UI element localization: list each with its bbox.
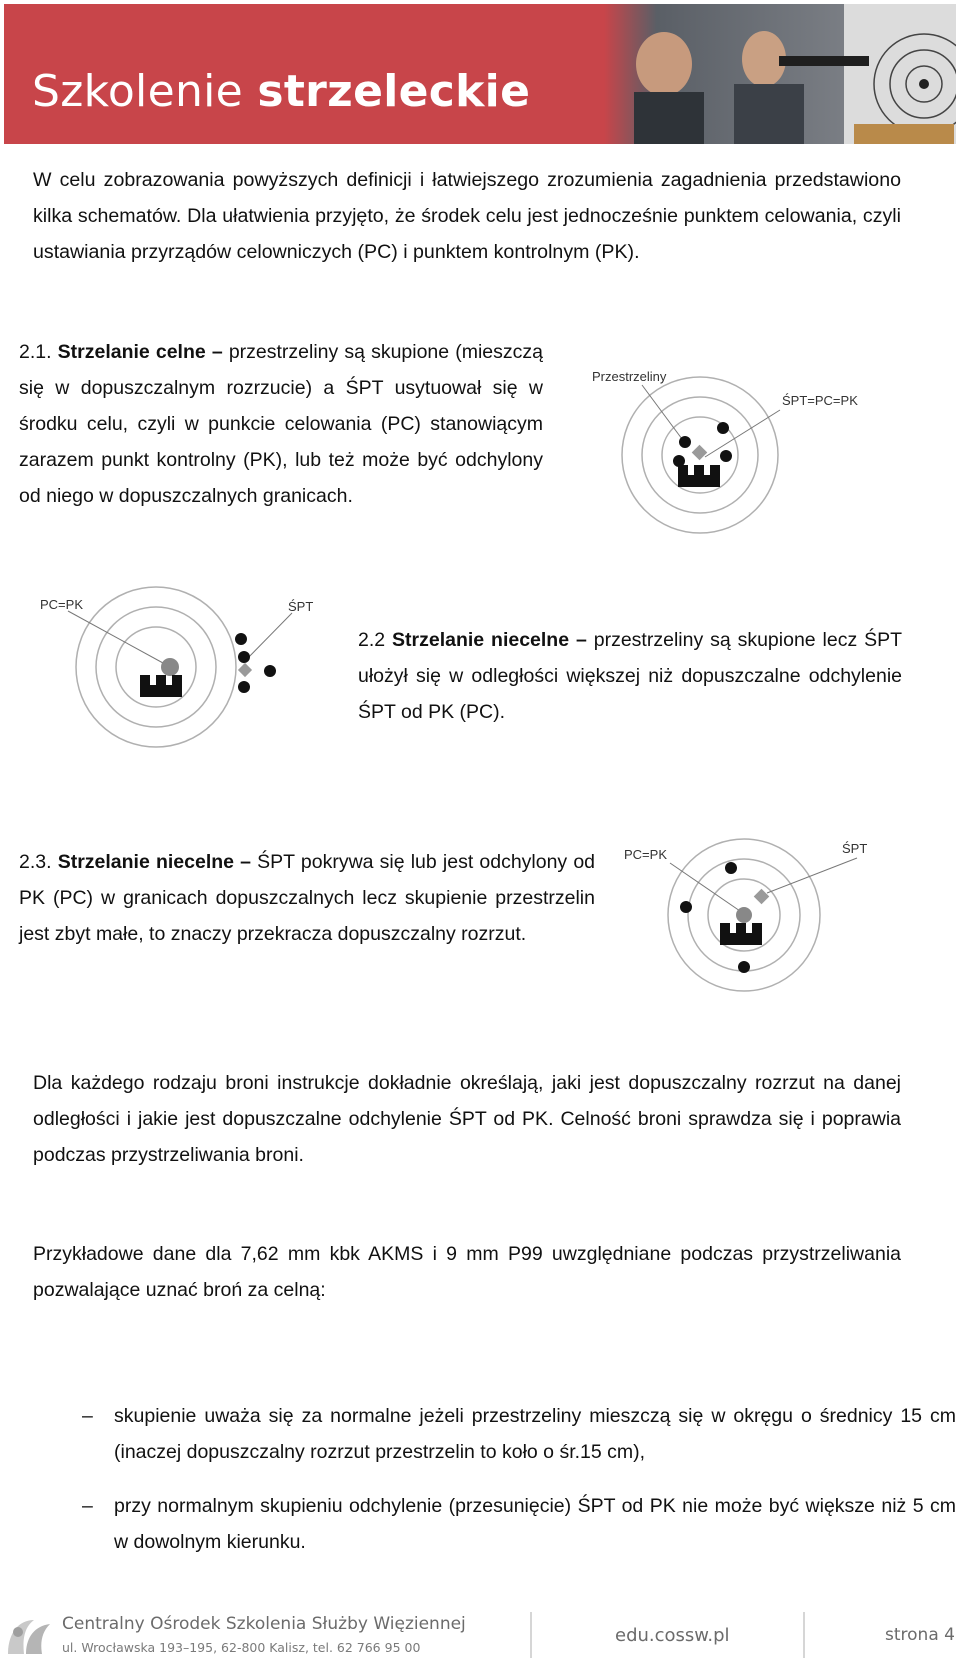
target-diagram-accurate (590, 365, 880, 540)
intro-paragraph: W celu zobrazowania powyższych definicji i łatwiejszego zrozumienia zagadnienia przedstawiono kilka schematów. Dla ułatwienia przyjęto, że środek celu jest jednocześnie punktem celowania, czyli ustawiania przyrządów celowniczych (PC) i punktem kontrolnym (PK). (33, 169, 901, 263)
footer-website[interactable]: edu.cossw.pl (615, 1625, 730, 1646)
section-number: 2.3. (19, 851, 52, 873)
label-spt: ŚPT (288, 599, 314, 614)
section-number: 2.1. (19, 341, 52, 363)
list-item: – skupienie uważa się za normalne jeżeli przestrzeliny mieszczą się w okręgu o średnicy 15 cm (inaczej dopuszczalny rozrzut przestrzelin to koło o śr.15 cm), (82, 1405, 956, 1463)
requirements-list (82, 1398, 956, 1578)
target-diagram-offset (38, 583, 328, 748)
section-text: przestrzeliny są skupione (mieszczą się w dopuszczalnym rozrzucie) a ŚPT usytuował się w środku celu, czyli w punkcie celowania (PC) stanowiącym zarazem punkt kontrolny (PK), lub też może być odchylony od niego w dopuszczalnych granicach. (19, 341, 543, 507)
label-pc: PC=PK (40, 597, 83, 612)
cossw-logo (4, 1614, 54, 1658)
section-heading: Strzelanie niecelne (392, 629, 570, 651)
section-2-2-paragraph (358, 622, 902, 730)
list-item: – przy normalnym skupieniu odchylenie (przesunięcie) ŚPT od PK nie może być większe niż 5 cm w dowolnym kierunku. (82, 1495, 956, 1553)
footer-address: ul. Wrocławska 193–195, 62-800 Kalisz, tel. 62 766 95 00 (62, 1640, 421, 1655)
label-holes: Przestrzeliny (592, 369, 667, 384)
section-number: 2.2 (358, 629, 386, 651)
section-heading: Strzelanie celne (57, 341, 206, 363)
footer-page-number: strona 4 (885, 1625, 955, 1645)
shooters-photo (604, 4, 956, 144)
heading-dash: – (211, 341, 223, 363)
example-paragraph: Przykładowe dane dla 7,62 mm kbk AKMS i 9 mm P99 uwzględniane podczas przystrzeliwania pozwalające uznać broń za celną: (33, 1243, 901, 1301)
section-heading: Strzelanie niecelne (57, 851, 234, 873)
section-2-3-paragraph (19, 844, 595, 952)
section-2-1-paragraph (19, 334, 543, 514)
label-center: ŚPT=PC=PK (782, 393, 858, 408)
footer-divider (803, 1612, 805, 1658)
banner-title: Szkolenie strzeleckie (32, 66, 531, 117)
footer-org-name: Centralny Ośrodek Szkolenia Służby Więziennej (62, 1614, 466, 1634)
label-spt: ŚPT (842, 841, 868, 856)
target-diagram-dispersion (622, 833, 882, 993)
section-text: ŚPT pokrywa się lub jest odchylony od PK (PC) w granicach dopuszczalnych lecz skupienie przestrzelin jest zbyt małe, to znaczy przekracza dopuszczalny rozrzut. (19, 851, 596, 945)
header-banner (4, 4, 956, 144)
label-pc: PC=PK (624, 847, 667, 862)
section-text: przestrzeliny są skupione lecz ŚPT ułożył się w odległości większej niż dopuszczalne odchylenie ŚPT od PK (PC). (358, 629, 903, 723)
weapons-paragraph: Dla każdego rodzaju broni instrukcje dokładnie określają, jaki jest dopuszczalny rozrzut na danej odległości i jakie jest dopuszczalne odchylenie ŚPT od PK. Celność broni sprawdza się i poprawia podczas przystrzeliwania broni. (33, 1072, 901, 1166)
footer-divider (530, 1612, 532, 1658)
heading-dash: – (575, 629, 587, 651)
heading-dash: – (240, 851, 252, 873)
